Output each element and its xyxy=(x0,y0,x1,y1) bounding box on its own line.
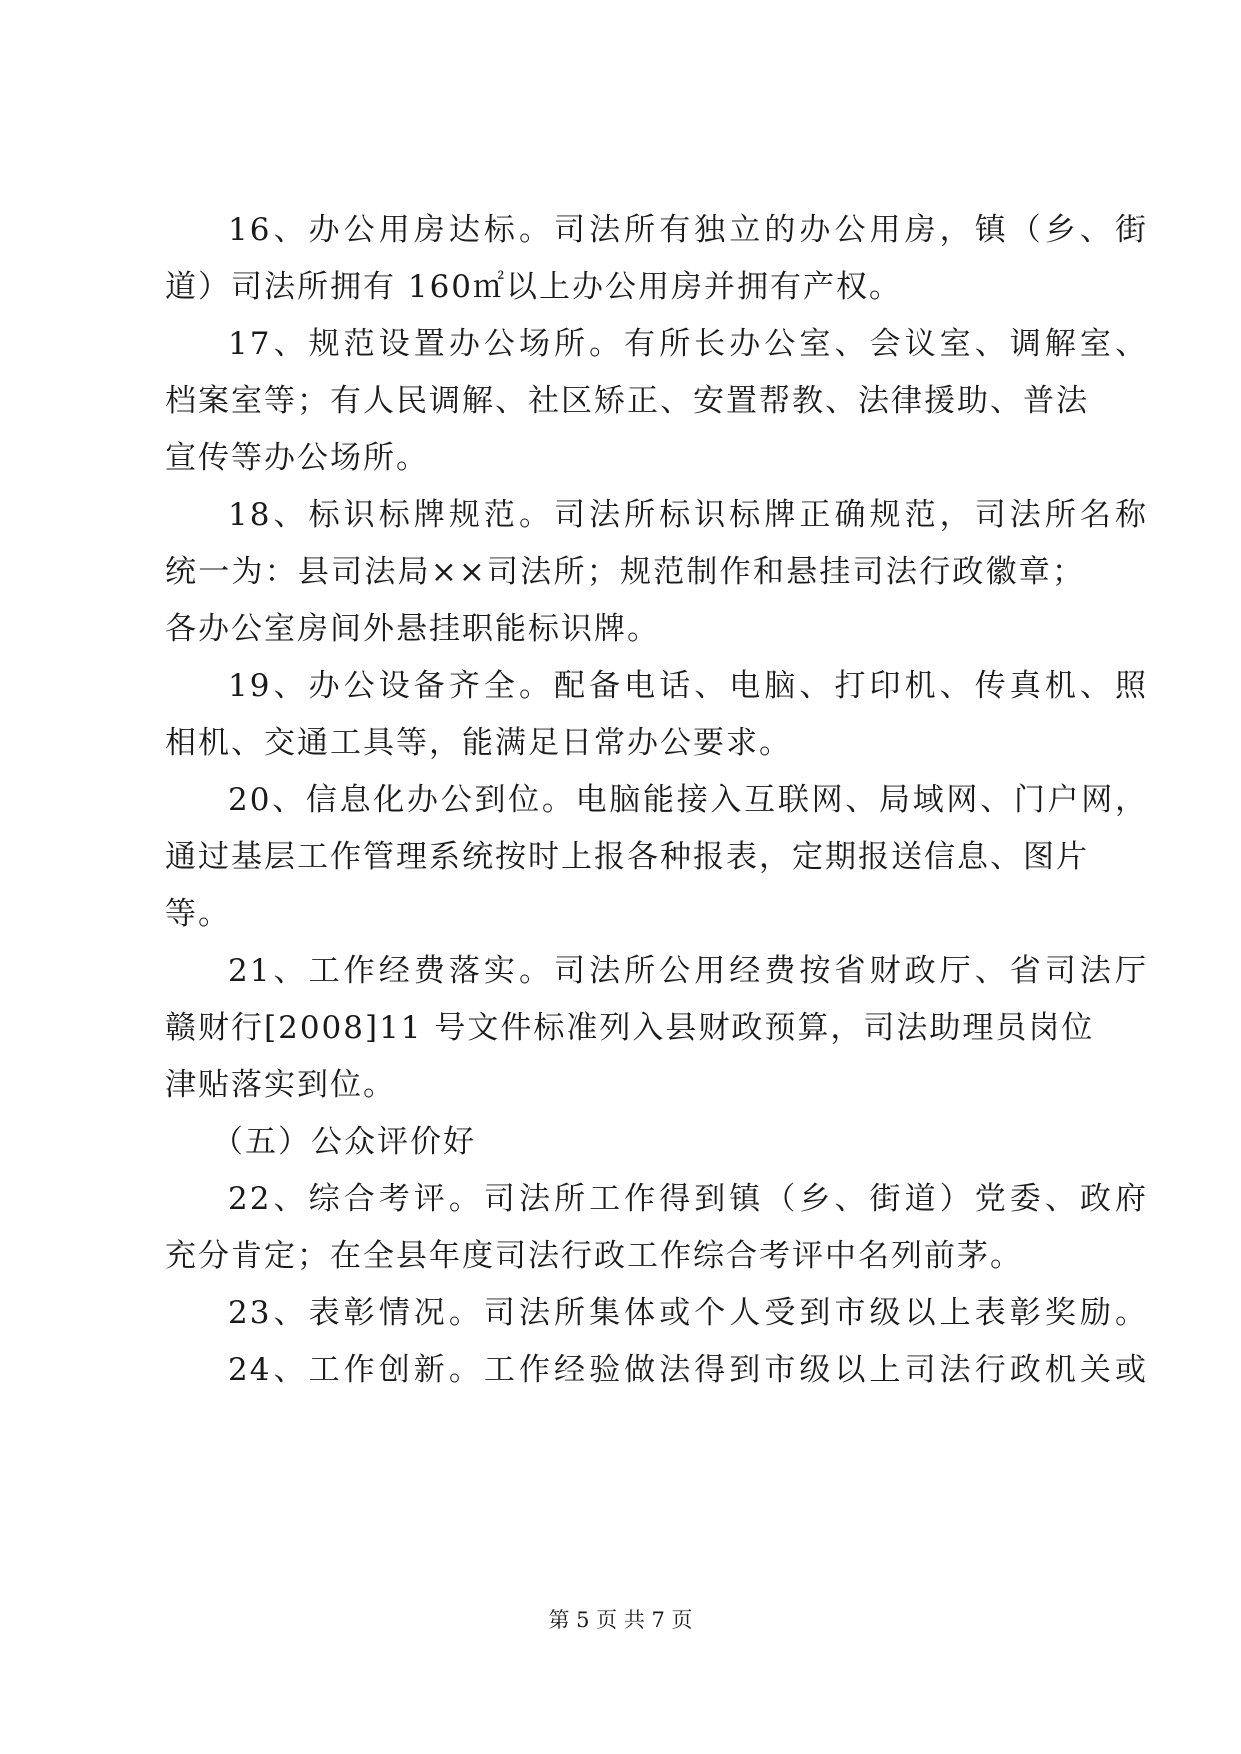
paragraph-line: 通过基层工作管理系统按时上报各种报表，定期报送信息、图片 xyxy=(165,839,1089,875)
paragraph-line: 统一为：县司法局××司法所；规范制作和悬挂司法行政徽章； xyxy=(165,554,1085,590)
paragraph-line: 23、表彰情况。司法所集体或个人受到市级以上表彰奖励。 xyxy=(228,1295,1148,1331)
page-number-footer: 第 5 页 共 7 页 xyxy=(548,1608,693,1632)
paragraph-line: 21、工作经费落实。司法所公用经费按省财政厅、省司法厅 xyxy=(228,953,1148,989)
paragraph-line: 道）司法所拥有 160㎡以上办公用房并拥有产权。 xyxy=(165,269,903,305)
paragraph-line: 赣财行[2008]11 号文件标准列入县财政预算，司法助理员岗位 xyxy=(165,1010,1095,1046)
paragraph-line: 16、办公用房达标。司法所有独立的办公用房，镇（乡、街 xyxy=(228,212,1148,248)
paragraph-line: 24、工作创新。工作经验做法得到市级以上司法行政机关或 xyxy=(228,1352,1148,1388)
paragraph-line: 充分肯定；在全县年度司法行政工作综合考评中名列前茅。 xyxy=(165,1238,1023,1274)
paragraph-line: 20、信息化办公到位。电脑能接入互联网、局域网、门户网， xyxy=(228,782,1148,818)
paragraph-line: 档案室等；有人民调解、社区矫正、安置帮教、法律援助、普法 xyxy=(165,383,1089,419)
section-heading: （五）公众评价好 xyxy=(212,1124,476,1160)
paragraph-line: 18、标识标牌规范。司法所标识标牌正确规范，司法所名称 xyxy=(228,497,1148,533)
paragraph-line: 17、规范设置办公场所。有所长办公室、会议室、调解室、 xyxy=(228,326,1148,362)
paragraph-line: 19、办公设备齐全。配备电话、电脑、打印机、传真机、照 xyxy=(228,668,1148,704)
paragraph-line: 各办公室房间外悬挂职能标识牌。 xyxy=(165,611,660,647)
paragraph-line: 等。 xyxy=(165,896,231,932)
paragraph-line: 22、综合考评。司法所工作得到镇（乡、街道）党委、政府 xyxy=(228,1181,1148,1217)
paragraph-line: 津贴落实到位。 xyxy=(165,1067,396,1103)
paragraph-line: 相机、交通工具等，能满足日常办公要求。 xyxy=(165,725,792,761)
paragraph-line: 宣传等办公场所。 xyxy=(165,440,429,476)
